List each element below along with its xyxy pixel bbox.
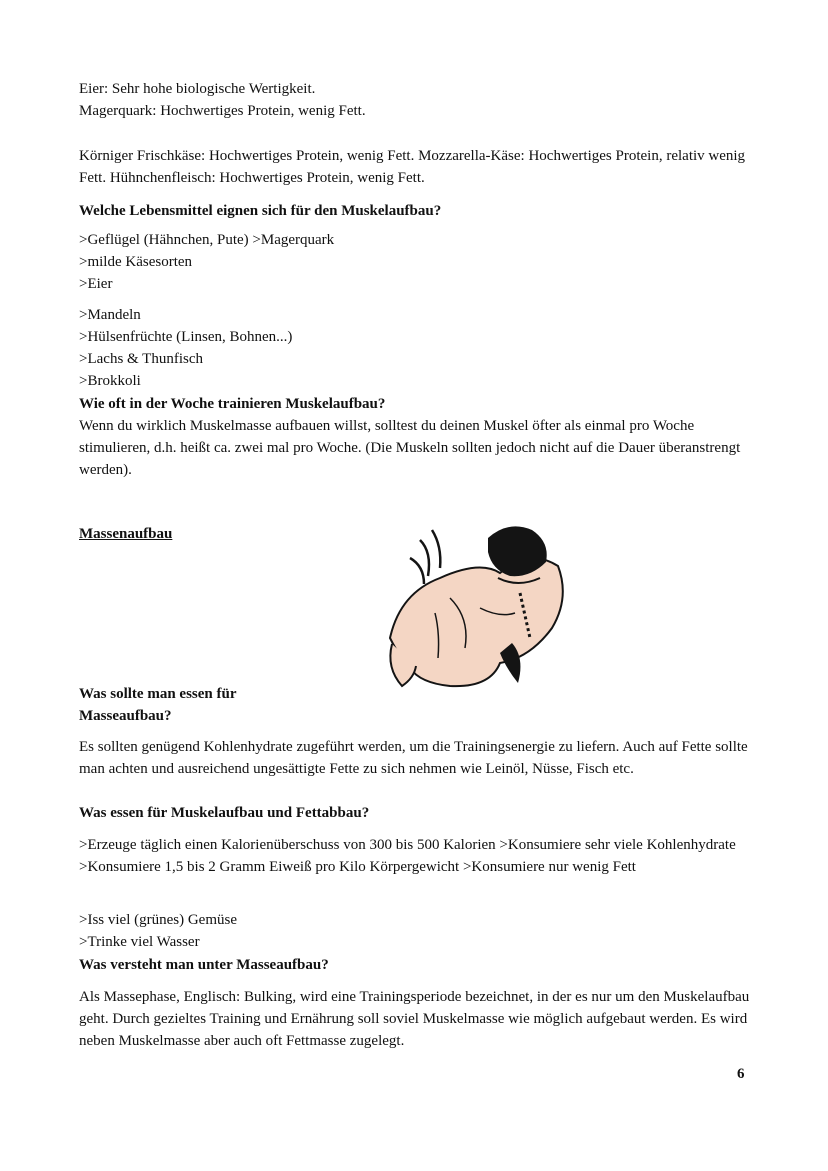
list-item: >Geflügel (Hähnchen, Pute) >Magerquark bbox=[79, 232, 335, 248]
list-item: >Konsumiere 1,5 bis 2 Gramm Eiweiß pro Kilo Körpergewicht >Konsumiere nur wenig Fett bbox=[79, 859, 636, 875]
intro-paragraph: Körniger Frischkäse: Hochwertiges Protein, wenig Fett. Mozzarella-Käse: Hochwertiges Protein, relativ wenig Fett. Hühnchenfleisch: Hochwertiges Protein, wenig Fett. bbox=[79, 148, 746, 186]
massenaufbau-title: Massenaufbau bbox=[79, 526, 173, 542]
list-item: >Mandeln bbox=[79, 307, 141, 323]
definition-question: Was versteht man unter Masseaufbau? bbox=[79, 957, 329, 973]
list-item: >Erzeuge täglich einen Kalorienüberschuss von 300 bis 500 Kalorien >Konsumiere sehr viele Kohlenhydrate bbox=[79, 837, 736, 853]
definition-answer: Als Massephase, Englisch: Bulking, wird eine Trainingsperiode bezeichnet, in der es nur um den Muskelaufbau geht. Durch gezieltes Training und Ernährung soll soviel Muskelmasse wie möglich aufgebaut werden. Es wird neben Muskelmasse aber auch oft Fettmasse zugelegt. bbox=[79, 989, 750, 1049]
page-number: 6 bbox=[737, 1066, 745, 1082]
fat-loss-question: Was essen für Muskelaufbau und Fettabbau? bbox=[79, 805, 370, 821]
mass-food-question bbox=[79, 683, 751, 727]
frequency-heading: Wie oft in der Woche trainieren Muskelaufbau? bbox=[79, 396, 386, 412]
frequency-paragraph: Wenn du wirklich Muskelmasse aufbauen willst, solltest du deinen Muskel öfter als einmal pro Woche stimulieren, d.h. heißt ca. zwei mal pro Woche. (Die Muskeln sollten jedoch nicht auf die Dauer überanstrengt werden). bbox=[79, 418, 741, 478]
list-item: >Iss viel (grünes) Gemüse bbox=[79, 912, 238, 928]
foods-list-1 bbox=[79, 229, 751, 295]
foods-heading: Welche Lebensmittel eignen sich für den Muskelaufbau? bbox=[79, 203, 442, 219]
fat-loss-list-1 bbox=[79, 834, 751, 878]
list-item: >Lachs & Thunfisch bbox=[79, 351, 203, 367]
intro-line-quark: Magerquark: Hochwertiges Protein, wenig Fett. bbox=[79, 103, 366, 119]
fat-loss-list-2 bbox=[79, 909, 751, 953]
foods-list-2 bbox=[79, 304, 751, 392]
flexing-muscle-man-icon bbox=[380, 518, 574, 690]
list-item: >Hülsenfrüchte (Linsen, Bohnen...) bbox=[79, 329, 293, 345]
intro-line-eggs: Eier: Sehr hohe biologische Wertigkeit. bbox=[79, 81, 316, 97]
list-item: >Eier bbox=[79, 276, 113, 292]
list-item: >Trinke viel Wasser bbox=[79, 934, 200, 950]
list-item: >Brokkoli bbox=[79, 373, 141, 389]
mass-food-question-line: Was sollte man essen für bbox=[79, 686, 237, 702]
mass-food-answer: Es sollten genügend Kohlenhydrate zugeführt werden, um die Trainingsenergie zu liefern. Auch auf Fette sollte man achten und ausreichend ungesättigte Fette zu sich nehmen wie Leinöl, Nüsse, Fisch etc. bbox=[79, 739, 748, 777]
list-item: >milde Käsesorten bbox=[79, 254, 193, 270]
mass-food-question-line: Masseaufbau? bbox=[79, 708, 172, 724]
intro-lines bbox=[79, 78, 751, 122]
